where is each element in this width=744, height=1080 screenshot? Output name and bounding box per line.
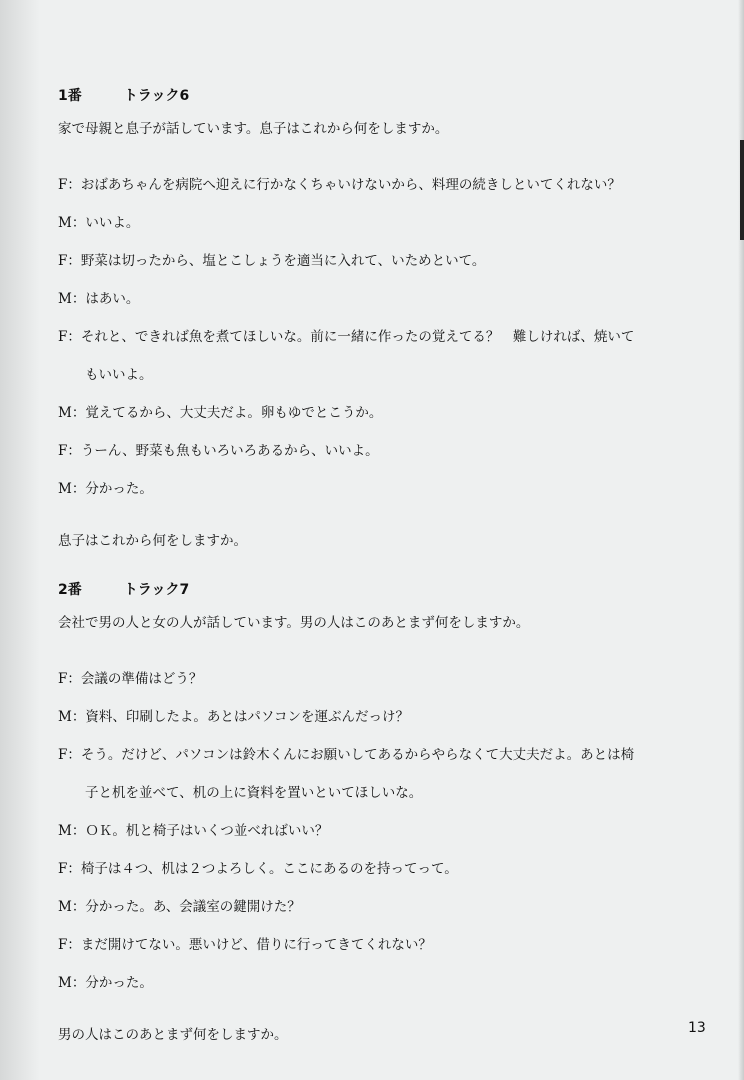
section-number: 1番 xyxy=(58,88,82,104)
dialogue-line: M：はあい。 xyxy=(58,291,140,307)
section-title xyxy=(58,578,658,602)
question-line: 男の人はこのあとまず何をしますか。 xyxy=(58,1027,288,1043)
dialogue-line: F：それと、できれば魚を煮てほしいな。前に一緒に作ったの覚えてる？ 難しければ、焼いて xyxy=(58,329,635,345)
dialogue-line: 子と机を並べて、机の上に資料を置いといてほしいな。 xyxy=(58,785,423,801)
dialogue-line: M：分かった。 xyxy=(58,481,153,497)
dialogue-line: F：うーん、野菜も魚もいろいろあるから、いいよ。 xyxy=(58,443,379,459)
dialogue-line: F：会議の準備はどう？ xyxy=(58,671,203,687)
dialogue-line: F：野菜は切ったから、塩とこしょうを適当に入れて、いためといて。 xyxy=(58,253,486,269)
dialogue-line: M：分かった。 xyxy=(58,975,153,991)
dialogue xyxy=(58,164,658,496)
dialogue-line: もいいよ。 xyxy=(58,367,153,383)
dialogue-line: F：まだ開けてない。悪いけど、借りに行ってきてくれない？ xyxy=(58,937,432,953)
dialogue-line: M：資料、印刷したよ。あとはパソコンを運ぶんだっけ？ xyxy=(58,709,410,725)
dialogue-line: F：おばあちゃんを病院へ迎えに行かなくちゃいけないから、料理の続きしといてくれない？ xyxy=(58,177,621,193)
dialogue-line: F：椅子は４つ、机は２つよろしく。ここにあるのを持ってって。 xyxy=(58,861,458,877)
page-number: 13 xyxy=(688,1020,706,1036)
section-1 xyxy=(58,84,658,548)
intro-line: 会社で男の人と女の人が話しています。男の人はこのあとまず何をしますか。 xyxy=(58,615,530,631)
dialogue-line: F：そう。だけど、パソコンは鈴木くんにお願いしてあるからやらなくて大丈夫だよ。あとは椅 xyxy=(58,747,635,763)
track-label: トラック7 xyxy=(123,582,190,598)
section-title xyxy=(58,84,658,108)
dialogue-line: M：覚えてるから、大丈夫だよ。卵もゆでとこうか。 xyxy=(58,405,383,421)
dialogue-line: M：いいよ。 xyxy=(58,215,140,231)
section-number: 2番 xyxy=(58,582,82,598)
dialogue-line: M：ＯＫ。机と椅子はいくつ並べればいい？ xyxy=(58,823,329,839)
dialogue xyxy=(58,658,658,990)
section-2 xyxy=(58,578,658,1042)
question-line: 息子はこれから何をしますか。 xyxy=(58,533,247,549)
intro-line: 家で母親と息子が話しています。息子はこれから何をしますか。 xyxy=(58,121,449,137)
track-label: トラック6 xyxy=(123,88,190,104)
dialogue-line: M：分かった。あ、会議室の鍵開けた？ xyxy=(58,899,301,915)
transcript-content xyxy=(58,84,658,1072)
page-gutter-shadow xyxy=(0,0,40,1080)
bookmark-tab xyxy=(740,140,744,240)
